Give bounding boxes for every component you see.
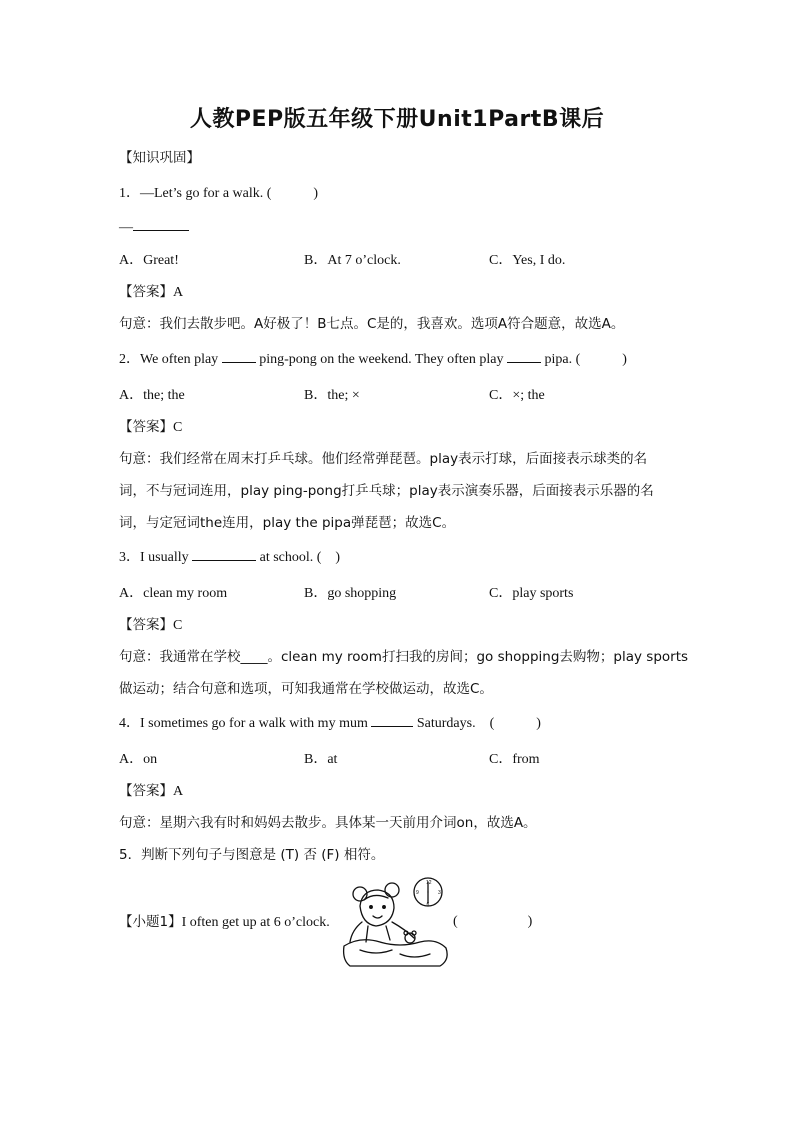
section-heading: 【知识巩固】 <box>119 150 200 166</box>
question-5-subquestion-1 <box>119 910 330 931</box>
answer-label: 【答案】 <box>119 419 173 435</box>
stem-part: ping-pong on the weekend. They often play <box>255 352 507 367</box>
question-3-option-c: C．play sports <box>489 586 574 601</box>
question-2-stem <box>119 348 627 368</box>
question-4-answer <box>119 779 183 800</box>
stem-part: pipa. ( ) <box>540 352 627 367</box>
answer-value: C <box>173 618 183 633</box>
question-2-option-c: C．×; the <box>489 388 545 403</box>
question-2-explanation-line-1: 句意：我们经常在周末打乒乓球。他们经常弹琵琶。play表示打球，后面接表示球类的名 <box>119 451 648 467</box>
answer-label: 【答案】 <box>119 617 173 633</box>
question-4-option-c: C．from <box>489 752 540 767</box>
answer-blank <box>222 350 256 363</box>
answer-label: 【答案】 <box>119 284 173 300</box>
stem-part: 2．We often play <box>119 352 222 367</box>
answer-parentheses: ( ) <box>453 914 533 929</box>
answer-value: A <box>173 285 184 300</box>
question-5-stem: 5．判断下列句子与图意是 (T) 否 (F) 相符。 <box>119 847 385 863</box>
question-2-option-b: B．the; × <box>304 388 360 403</box>
question-2-explanation-line-3: 词，与定冠词the连用，play the pipa弹琵琶；故选C。 <box>119 515 456 531</box>
question-1-stem: 1．—Let’s go for a walk. ( ) <box>119 186 319 201</box>
question-3-answer <box>119 613 182 634</box>
answer-value: C <box>173 420 183 435</box>
question-2-explanation-line-2: 词，不与冠词连用，play ping-pong打乒乓球；play表示演奏乐器，后面接表示乐器的名 <box>119 483 654 499</box>
question-4-option-b: B．at <box>304 752 338 767</box>
subquestion-label: 【小题1】 <box>119 914 182 930</box>
svg-text:9: 9 <box>416 890 419 896</box>
girl-waking-up-illustration <box>340 876 452 968</box>
subquestion-text: I often get up at 6 o’clock. <box>181 915 330 930</box>
question-3-explanation-line-2: 做运动；结合句意和选项，可知我通常在学校做运动，故选C。 <box>119 681 493 697</box>
question-1-option-b: B．At 7 o’clock. <box>304 253 401 268</box>
answer-blank <box>507 350 541 363</box>
answer-blank <box>192 548 256 561</box>
dash: — <box>119 220 133 235</box>
stem-part: Saturdays. ( ) <box>413 716 541 731</box>
answer-blank <box>133 218 189 231</box>
answer-value: A <box>173 784 184 799</box>
question-1-answer <box>119 280 183 301</box>
question-1-explanation: 句意：我们去散步吧。A好极了！B七点。C是的，我喜欢。选项A符合题意，故选A。 <box>119 316 625 332</box>
svg-text:12: 12 <box>426 880 432 886</box>
question-4-explanation: 句意：星期六我有时和妈妈去散步。具体某一天前用介词on，故选A。 <box>119 815 537 831</box>
question-2-option-a: A．the; the <box>119 388 185 403</box>
clock-icon <box>414 878 442 908</box>
answer-label: 【答案】 <box>119 783 173 799</box>
page-title: 人教PEP版五年级下册Unit1PartB课后 <box>189 107 605 132</box>
stem-part: 4．I sometimes go for a walk with my mum <box>119 716 372 731</box>
question-3-explanation-line-1: 句意：我通常在学校____。clean my room打扫我的房间；go shopping去购物；play sports <box>119 649 689 665</box>
stem-part: at school. ( ) <box>256 550 341 565</box>
question-1-option-c: C．Yes, I do. <box>489 253 566 268</box>
question-1-option-a: A．Great! <box>119 253 179 268</box>
question-4-stem <box>119 712 541 732</box>
question-2-answer <box>119 415 182 436</box>
answer-blank <box>371 714 413 727</box>
question-1-answer-line <box>119 218 189 236</box>
svg-text:3: 3 <box>438 890 441 896</box>
question-3-stem <box>119 546 340 566</box>
question-3-option-b: B．go shopping <box>304 586 397 601</box>
question-4-option-a: A．on <box>119 752 158 767</box>
svg-text:6: 6 <box>426 902 430 908</box>
question-3-option-a: A．clean my room <box>119 586 228 601</box>
stem-part: 3．I usually <box>119 550 193 565</box>
